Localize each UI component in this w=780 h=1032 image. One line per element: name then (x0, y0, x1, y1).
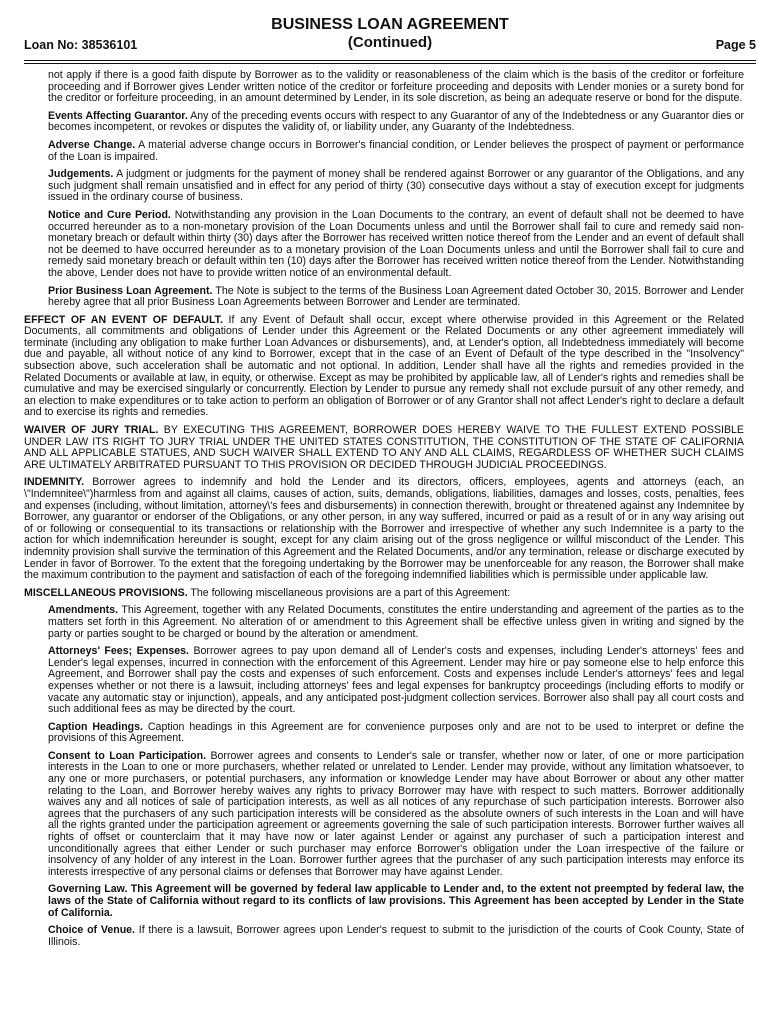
document-subtitle: (Continued) (347, 34, 433, 51)
paragraph-text: Borrower agrees to pay upon demand all of Lender's costs and expenses, including Lender's attorneys' fees and Lender's legal expenses, incurred in connection with the enforcement of this Agreement. Lender may hire or pay someone else to help enforce this Agreement, and Borrower shall pay the costs and expenses of such enforcement. Costs and expenses include Lender's attorneys' fees and legal expenses whether or not there is a lawsuit, including attorneys' fees and legal expenses for bankruptcy proceedings (including efforts to modify or vacate any automatic stay or injunction), appeals, and any anticipated post-judgment collection services. Borrower also shall pay all court costs and such additional fees as may be directed by the court. (48, 645, 744, 716)
paragraph-text: This Agreement will be governed by federal law applicable to Lender and, to the extent not preempted by federal law, the laws of the State of California without regard to its conflicts of law provisions. This Agreement has been accepted by Lender in the State of California. (48, 883, 744, 919)
section-text: BY EXECUTING THIS AGREEMENT, BORROWER DOES HEREBY WAIVE TO THE FULLEST EXTEND POSSIBLE UNDER LAW ITS RIGHT TO JURY TRIAL UNDER THE UNITED STATES CONSTITUTION, THE CONSTITUTION OF THE STATE OF CALIFORNIA AND ALL APPLICABLE STATUES, AND SUCH WAIVER SHALL EXTEND TO ANY AND ALL CLAIMS, REGARDLESS OF WHETHER SUCH CLAIMS ARE ULTIMATELY ARBITRATED PURSUANT TO THIS PROVISION OR DECIDED THROUGH JUDICIAL PROCEEDINGS. (24, 424, 744, 471)
page-header (24, 14, 756, 58)
section-indemnity (24, 477, 744, 581)
paragraph-text: Caption headings in this Agreement are for convenience purposes only and are not to be used to interpret or define the provisions of this Agreement. (48, 720, 744, 745)
paragraph-text: Borrower agrees and consents to Lender's sale or transfer, whether now or later, of one or more participation interests in the Loan to one or more purchasers, whether related or unrelated to Lender. Lender may provide, without any limitation whatsoever, to any one or more purchasers, or potential purchasers, any information or knowledge Lender may have about Borrower or about any other matter relating to the Loan, and Borrower hereby waives any rights to privacy Borrower may have with respect to such matters. Borrower additionally waives any and all notices of sale of participation interests, as well as all notices of any repurchase of such participation interests. Borrower also agrees that the purchasers of any such participation interests will be considered as the absolute owners of such interests in the Loan and will have all the rights granted under the participation agreement or agreements governing the sale of such participation interests. Borrower further waives all rights of offset or counterclaim that it may have now or later against Lender or against any purchaser of such a participation interest and unconditionally agrees that either Lender or such purchaser may enforce Borrower's obligation under the Loan irrespective of the failure or insolvency of any holder of any interest in the Loan. Borrower further agrees that the purchaser of any such participation interests may enforce its interests irrespective of any personal claims or defenses that Borrower may have against Lender. (48, 749, 744, 878)
section-miscellaneous (24, 588, 744, 600)
section-effect-of-default (24, 315, 744, 419)
paragraph-adverse-change (24, 140, 744, 163)
paragraph-text: Any of the preceding events occurs with respect to any Guarantor of any of the Indebtedness or any Guarantor dies or becomes incompetent, or revokes or disputes the validity of, or liability under, any Guaranty of the Indebtedness. (48, 109, 744, 134)
section-text: Borrower agrees to indemnify and hold the Lender and its directors, officers, employees, agents and attorneys (each, an \"Indemnitee\")harmless from and against all claims, causes of action, suits, demands, obligations, liabilities, damages and losses, costs, penalties, fees and expenses (including, without limitation, attorney\'s fees and disbursements) in connection therewith, brought or threatened against any Indemnitee by Borrower, any guarantor or endorser of the Obligations, or any other person, in any way suffered, incurred or paid as a result of or in any way arising out of or following or consequential to its transactions or relationship with the Borrower and irrespective of whether any such Indemnitee is a party to the action for which indemnification hereunder is sought, except for any claim arising out of the gross negligence or willful misconduct of the Lender. This indemnity provision shall survive the termination of this Agreement and the Related Documents, and/or any termination, release or discharge executed by Lender in favor of Borrower. To the extent that the foregoing undertaking by the Borrower may be unenforceable for any reason, the Borrower shall make the maximum contribution to the payment and satisfaction of each of the foregoing indemnified liabilities which is permissible under applicable law. (24, 476, 744, 582)
section-text: If any Event of Default shall occur, except where otherwise provided in this Agreement or the Related Documents, all commitments and obligations of Lender under this Agreement or the Related Documents or any other agreement immediately will terminate (including any obligation to make further Loan Advances or disbursements), and, at Lender's option, all Indebtedness immediately will become due and payable, all without notice of any kind to Borrower, except that in the case of an Event of Default of the type described in the "Insolvency" subsection above, such acceleration shall be automatic and not optional. In addition, Lender shall have all the rights and remedies provided in the Related Documents or available at law, in equity, or otherwise. Except as may be prohibited by applicable law, all of Lender's rights and remedies shall be cumulative and may be exercised singularly or concurrently. Election by Lender to pursue any remedy shall not exclude pursuit of any other remedy, and an election to make expenditures or to take action to perform an obligation of Borrower or of any Grantor shall not affect Lender's right to declare a default and to exercise its rights and remedies. (24, 313, 744, 419)
document-body (24, 70, 744, 954)
paragraph-heading: Judgements. (48, 168, 114, 181)
document-title: BUSINESS LOAN AGREEMENT (271, 16, 509, 33)
section-waiver-of-jury-trial (24, 425, 744, 471)
paragraph-continuation (24, 70, 744, 105)
paragraph-heading: Governing Law. (48, 883, 128, 896)
paragraph-text: A judgment or judgments for the payment of money shall be rendered against Borrower or any guarantor of the Obligations, and any such judgment shall remain unsatisfied and in effect for any period of thirty (30) consecutive days without a stay of execution except for judgments issued in the ordinary course of business. (48, 168, 744, 204)
paragraph-heading: Prior Business Loan Agreement. (48, 284, 213, 297)
paragraph-caption-headings (24, 722, 744, 745)
paragraph-notice-and-cure (24, 210, 744, 280)
paragraph-text: This Agreement, together with any Related Documents, constitutes the entire understanding and agreement of the parties as to the matters set forth in this Agreement. No alteration of or amendment to this Agreement shall be effective unless given in writing and signed by the party or parties sought to be charged or bound by the alteration or amendment. (48, 604, 744, 640)
paragraph-heading: Choice of Venue. (48, 924, 135, 937)
section-heading: INDEMNITY. (24, 476, 85, 489)
paragraph-amendments (24, 605, 744, 640)
page-number: Page 5 (715, 38, 756, 52)
paragraph-events-affecting-guarantor (24, 111, 744, 134)
paragraph-governing-law (24, 884, 744, 919)
paragraph-text: The Note is subject to the terms of the Business Loan Agreement dated October 30, 2015. Borrower and Lender hereby agree that all prior Business Loan Agreements between Borrower and Lender are terminated. (48, 284, 744, 309)
paragraph-judgements (24, 169, 744, 204)
paragraph-text: If there is a lawsuit, Borrower agrees upon Lender's request to submit to the jurisdiction of the courts of Cook County, State of Illinois. (48, 924, 744, 948)
paragraph-heading: Caption Headings. (48, 720, 143, 733)
paragraph-heading: Amendments. (48, 604, 119, 617)
paragraph-text: not apply if there is a good faith dispute by Borrower as to the validity or reasonableness of the claim which is the basis of the creditor or forfeiture proceeding and if Borrower gives Lender written notice of the creditor or forfeiture proceeding and deposits with Lender monies or a surety bond for the creditor or forfeiture proceeding, in an amount determined by Lender, in its sole discretion, as being an adequate reserve or bond for the dispute. (48, 69, 744, 105)
section-text: The following miscellaneous provisions are a part of this Agreement: (187, 586, 511, 599)
paragraph-heading: Events Affecting Guarantor. (48, 109, 188, 122)
loan-number: Loan No: 38536101 (24, 38, 138, 52)
section-heading: EFFECT OF AN EVENT OF DEFAULT. (24, 313, 223, 326)
paragraph-prior-agreement (24, 286, 744, 309)
paragraph-consent-to-participation (24, 751, 744, 879)
paragraph-heading: Adverse Change. (48, 138, 136, 151)
paragraph-heading: Attorneys' Fees; Expenses. (48, 645, 189, 658)
header-rule-top (24, 60, 756, 61)
paragraph-heading: Notice and Cure Period. (48, 208, 171, 221)
paragraph-text: A material adverse change occurs in Borrower's financial condition, or Lender believes the prospect of payment or performance of the Loan is impaired. (48, 138, 744, 163)
section-heading: WAIVER OF JURY TRIAL. (24, 424, 159, 437)
paragraph-heading: Consent to Loan Participation. (48, 749, 207, 762)
paragraph-text: Notwithstanding any provision in the Loan Documents to the contrary, an event of default shall not be deemed to have occurred hereunder as to a non-monetary provision of the Loan Documents unless and until the Borrower shall fail to cure and remedy said non-monetary breach or default within thirty (30) days after the Borrower has received written notice thereof from the Lender and an event of default shall not be deemed to have occurred hereunder as to a monetary provision of the Loan Documents unless and until the Borrower shall fail to cure and remedy said monetary breach or default within ten (10) days after the Borrower has received written notice thereof from the Lender. Notwithstanding the above, Lender does not have to provide written notice of an environmental default. (48, 208, 744, 279)
paragraph-choice-of-venue (24, 925, 744, 948)
section-heading: MISCELLANEOUS PROVISIONS. (24, 586, 188, 599)
header-rule-bottom (24, 63, 756, 64)
paragraph-attorneys-fees (24, 646, 744, 716)
